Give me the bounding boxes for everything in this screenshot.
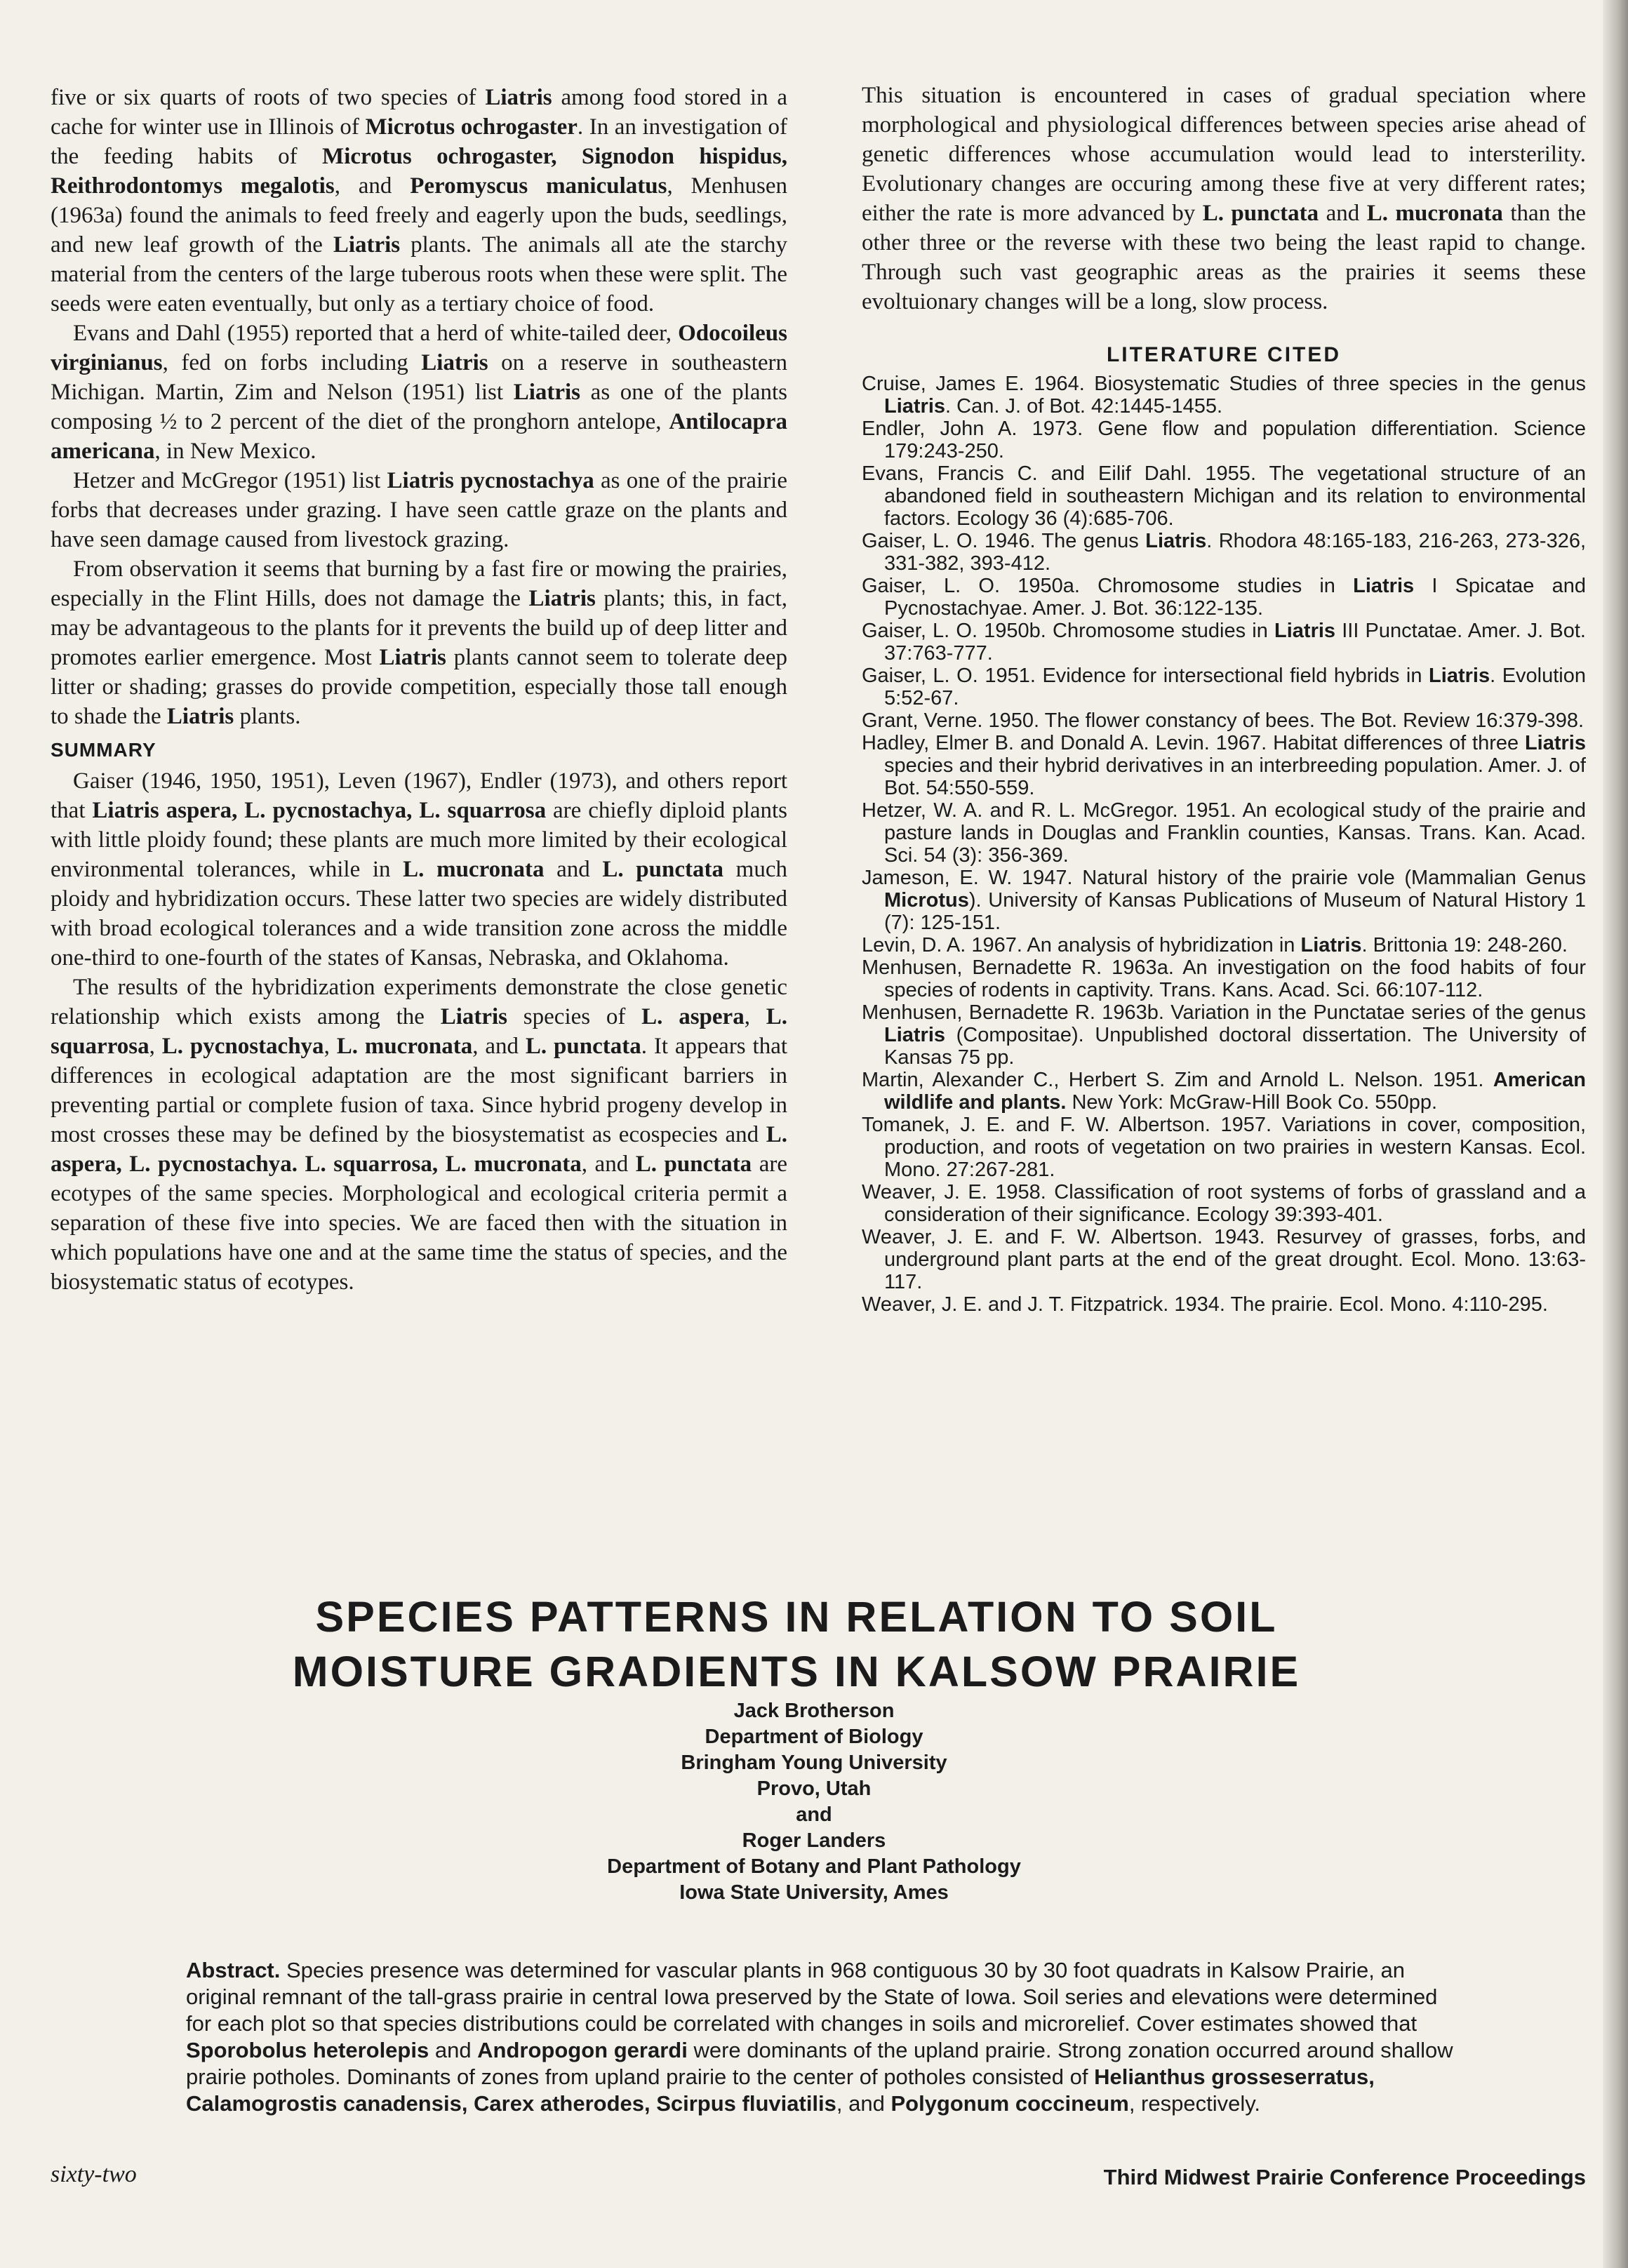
bold-term: Liatris bbox=[1274, 620, 1336, 642]
bold-term: Microtus bbox=[884, 889, 969, 912]
reference-entry: Hetzer, W. A. and R. L. McGregor. 1951. An ecological study of the prairie and pasture lands in Douglas and Franklin counties, Kansas. Trans. Kan. Acad. Sci. 54 (3): 356-369. bbox=[862, 799, 1586, 867]
bold-term: Liatris bbox=[166, 704, 234, 729]
bold-term: Liatris bbox=[1524, 732, 1586, 754]
author-line: Jack Brotherson bbox=[733, 1700, 895, 1722]
bold-term: L. punctata bbox=[525, 1034, 641, 1059]
reference-entry: Menhusen, Bernadette R. 1963b. Variation in the Punctatae series of the genus Liatris (Compositae). Unpublished doctoral dissertation. The University of Kansas 75 pp. bbox=[862, 1001, 1586, 1069]
paragraph: five or six quarts of roots of two species of Liatris among food stored in a cache for winter use in Illinois of Microtus ochrogaster. In an investigation of the feeding habits of Microtus ochrogaster, Signodon hispidus, Reithrodontomys megalotis, and Peromyscus maniculatus, Menhusen (1963a) found the animals to feed freely and eagerly upon the buds, seedlings, and new leaf growth of the Liatris plants. The animals all ate the starchy material from the centers of the large tuberous roots when these were split. The seeds were eaten eventually, but only as a tertiary choice of food. bbox=[51, 85, 787, 316]
reference-entry: Gaiser, L. O. 1950a. Chromosome studies in Liatris I Spicatae and Pycnostachyae. Amer. J. Bot. 36:122-135. bbox=[862, 575, 1586, 620]
reference-entry: Menhusen, Bernadette R. 1963a. An investigation on the food habits of four species of rodents in captivity. Trans. Kans. Acad. Sci. 66:107-112. bbox=[862, 956, 1586, 1001]
bold-term: Odocoileus virginianus bbox=[51, 321, 787, 375]
paragraph: From observation it seems that burning by a fast fire or mowing the prairies, especially in the Flint Hills, does not damage the Liatris plants; this, in fact, may be advantageous to the plants for it prevents the build up of deep litter and promotes earlier emergence. Most Liatris plants cannot seem to tolerate deep litter or shading; grasses do provide competition, especially those tall enough to shade the Liatris plants. bbox=[51, 556, 787, 729]
paragraph: Hetzer and McGregor (1951) list Liatris pycnostachya as one of the prairie forbs that decreases under grazing. I have seen cattle graze on the plants and have seen damage caused from livestock grazing. bbox=[51, 468, 787, 552]
author-block bbox=[211, 1698, 1417, 1906]
summary-heading: SUMMARY bbox=[51, 739, 156, 761]
reference-list bbox=[862, 373, 1586, 1316]
bold-term: American wildlife and plants. bbox=[884, 1069, 1586, 1114]
bold-term: L. punctata bbox=[1202, 201, 1319, 226]
reference-entry: Martin, Alexander C., Herbert S. Zim and Arnold L. Nelson. 1951. American wildlife and plants. New York: McGraw-Hill Book Co. 550pp. bbox=[862, 1069, 1586, 1114]
left-column bbox=[51, 83, 787, 1297]
reference-entry: Hadley, Elmer B. and Donald A. Levin. 1967. Habitat differences of three Liatris species and their hybrid derivatives in an interbreeding population. Amer. J. of Bot. 54:550-559. bbox=[862, 732, 1586, 799]
bold-term: L. mucronata bbox=[1366, 201, 1503, 226]
reference-entry: Weaver, J. E. and F. W. Albertson. 1943. Resurvey of grasses, forbs, and underground plant parts at the end of the great drought. Ecol. Mono. 13:63-117. bbox=[862, 1226, 1586, 1293]
reference-entry: Gaiser, L. O. 1951. Evidence for intersectional field hybrids in Liatris. Evolution 5:52-67. bbox=[862, 665, 1586, 709]
reference-entry: Levin, D. A. 1967. An analysis of hybridization in Liatris. Brittonia 19: 248-260. bbox=[862, 934, 1568, 956]
bold-term: Liatris bbox=[1353, 575, 1415, 597]
title-line-2: MOISTURE GRADIENTS IN KALSOW PRAIRIE bbox=[292, 1648, 1301, 1695]
article-title bbox=[105, 1589, 1488, 1699]
bold-term: Liatris bbox=[379, 645, 446, 670]
paragraph: This situation is encountered in cases of gradual speciation where morphological and physiological differences between species arise ahead of genetic differences whose accumulation would lead to intersterility. Evolutionary changes are occuring among these five at very different rates; either the rate is more advanced by L. punctata and L. mucronata than the other three or the reverse with these two being the least rapid to change. Through such vast geographic areas as the prairies it seems these evoltuionary changes will be a long, slow process. bbox=[862, 83, 1586, 314]
reference-entry: Endler, John A. 1973. Gene flow and population differentiation. Science 179:243-250. bbox=[862, 418, 1586, 462]
bold-term: L. mucronata bbox=[403, 857, 545, 882]
paragraph: Evans and Dahl (1955) reported that a herd of white-tailed deer, Odocoileus virginianus, fed on forbs including Liatris on a reserve in southeastern Michigan. Martin, Zim and Nelson (1951) list Liatris as one of the plants composing ½ to 2 percent of the diet of the pronghorn antelope, Antilocapra americana, in New Mexico. bbox=[51, 321, 787, 464]
bold-term: Microtus ochrogaster, Signodon hispidus, Reithrodontomys megalotis bbox=[51, 144, 787, 199]
bold-term: Helianthus grosseserratus, Calamogrostis canadensis, Carex atherodes, Scirpus fluviatilis bbox=[186, 2064, 1375, 2116]
bold-term: L. aspera, L. pycnostachya. L. squarrosa, L. mucronata bbox=[51, 1122, 787, 1177]
author-line: Department of Biology bbox=[705, 1726, 923, 1748]
page-number-label: sixty-two bbox=[51, 2161, 137, 2187]
title-line-1: SPECIES PATTERNS IN RELATION TO SOIL bbox=[315, 1593, 1278, 1641]
author-line: Department of Botany and Plant Pathology bbox=[607, 1855, 1021, 1878]
publication-title: Third Midwest Prairie Conference Proceedings bbox=[1103, 2165, 1586, 2189]
bold-term: Liatris bbox=[1145, 530, 1207, 552]
bold-term: L. aspera bbox=[641, 1004, 745, 1029]
bold-term: Liatris bbox=[1300, 934, 1362, 956]
reference-entry: Cruise, James E. 1964. Biosystematic Studies of three species in the genus Liatris. Can. J. of Bot. 42:1445-1455. bbox=[862, 373, 1586, 418]
reference-entry: Gaiser, L. O. 1950b. Chromosome studies in Liatris III Punctatae. Amer. J. Bot. 37:763-777. bbox=[862, 620, 1586, 665]
bold-term: L. pycnostachya bbox=[161, 1034, 324, 1059]
bold-term: Liatris bbox=[333, 232, 401, 258]
reference-entry: Evans, Francis C. and Eilif Dahl. 1955. The vegetational structure of an abandoned field in southeastern Michigan and its relation to environmental factors. Ecology 36 (4):685-706. bbox=[862, 462, 1586, 530]
bold-term: Liatris aspera, L. pycnostachya, L. squarrosa bbox=[92, 798, 547, 823]
paragraph: The results of the hybridization experiments demonstrate the close genetic relationship which exists among the Liatris species of L. aspera, L. squarrosa, L. pycnostachya, L. mucronata, and L. punctata. It appears that differences in ecological adaptation are the most significant barriers in preventing partial or complete fusion of taxa. Since hybrid progeny develop in most crosses these may be defined by the biosystematist as ecospecies and L. aspera, L. pycnostachya. L. squarrosa, L. mucronata, and L. punctata are ecotypes of the same species. Morphological and ecological criteria permit a separation of these five into species. We are faced then with the situation in which populations have one and at the same time the status of species, and the biosystematic status of ecotypes. bbox=[51, 975, 788, 1295]
bold-term: Microtus ochrogaster bbox=[365, 114, 578, 140]
bold-term: Liatris bbox=[485, 85, 552, 110]
abstract: Abstract. Species presence was determined for vascular plants in 968 contiguous 30 by 30 foot quadrats in Kalsow Prairie, an original remnant of the tall-grass prairie in central Iowa preserved by the State of Iowa. Soil series and elevations were determined for each plot so that species distributions could be correlated with changes in soils and microrelief. Cover estimates showed that Sporobolus heterolepis and Andropogon gerardi were dominants of the upland prairie. Strong zonation occurred around shallow prairie potholes. Dominants of zones from upland prairie to the center of potholes consisted of Helianthus grosseserratus, Calamogrostis canadensis, Carex atherodes, Scirpus fluviatilis, and Polygonum coccineum, respectively. bbox=[186, 1958, 1453, 2116]
bold-term: Sporobolus heterolepis bbox=[186, 2038, 429, 2062]
bold-term: Liatris bbox=[528, 586, 596, 611]
author-line: and bbox=[796, 1803, 832, 1826]
bold-term: Liatris bbox=[884, 1024, 946, 1046]
author-line: Iowa State University, Ames bbox=[679, 1881, 949, 1904]
author-line: Bringham Young University bbox=[681, 1752, 947, 1774]
bold-term: Liatris bbox=[1429, 665, 1490, 687]
bold-term: Liatris bbox=[513, 380, 581, 405]
bold-term: Liatris bbox=[440, 1004, 508, 1029]
page-edge-shadow bbox=[1603, 0, 1628, 2268]
author-line: Provo, Utah bbox=[756, 1777, 872, 1800]
bold-term: Liatris pycnostachya bbox=[387, 468, 594, 493]
reference-entry: Jameson, E. W. 1947. Natural history of the prairie vole (Mammalian Genus Microtus). University of Kansas Publications of Museum of Natural History 1 (7): 125-151. bbox=[862, 867, 1586, 934]
bold-term: L. punctata bbox=[602, 857, 723, 882]
bold-term: Antilocapra americana bbox=[51, 409, 787, 464]
bold-term: L. mucronata bbox=[336, 1034, 473, 1059]
bold-term: Polygonum coccineum bbox=[890, 2091, 1129, 2116]
right-column bbox=[862, 81, 1586, 1316]
bold-term: Andropogon gerardi bbox=[477, 2038, 688, 2062]
paragraph: Gaiser (1946, 1950, 1951), Leven (1967), Endler (1973), and others report that Liatris aspera, L. pycnostachya, L. squarrosa are chiefly diploid plants with little ploidy found; these plants are much more limited by their ecological environmental tolerances, while in L. mucronata and L. punctata much ploidy and hybridization occurs. These latter two species are widely distributed with broad ecological tolerances and a wide transition zone across the middle one-third to one-fourth of the states of Kansas, Nebraska, and Oklahoma. bbox=[51, 768, 787, 970]
bold-term: Liatris bbox=[421, 350, 488, 375]
bold-term: L. punctata bbox=[635, 1152, 752, 1177]
reference-entry: Weaver, J. E. and J. T. Fitzpatrick. 1934. The prairie. Ecol. Mono. 4:110-295. bbox=[862, 1293, 1548, 1316]
reference-entry: Tomanek, J. E. and F. W. Albertson. 1957. Variations in cover, composition, production, and roots of vegetation on two prairies in western Kansas. Ecol. Mono. 27:267-281. bbox=[862, 1114, 1586, 1181]
reference-entry: Weaver, J. E. 1958. Classification of root systems of forbs of grassland and a consideration of their significance. Ecology 39:393-401. bbox=[862, 1181, 1586, 1226]
bold-term: Abstract. bbox=[186, 1958, 281, 1982]
reference-entry: Gaiser, L. O. 1946. The genus Liatris. Rhodora 48:165-183, 216-263, 273-326, 331-382, 393-412. bbox=[862, 530, 1587, 575]
literature-cited-heading: LITERATURE CITED bbox=[1106, 343, 1342, 366]
bold-term: Liatris bbox=[884, 395, 946, 418]
reference-entry: Grant, Verne. 1950. The flower constancy of bees. The Bot. Review 16:379-398. bbox=[862, 709, 1584, 732]
bold-term: L. squarrosa bbox=[51, 1004, 788, 1059]
bold-term: Peromyscus maniculatus bbox=[410, 173, 667, 199]
author-line: Roger Landers bbox=[742, 1829, 886, 1852]
